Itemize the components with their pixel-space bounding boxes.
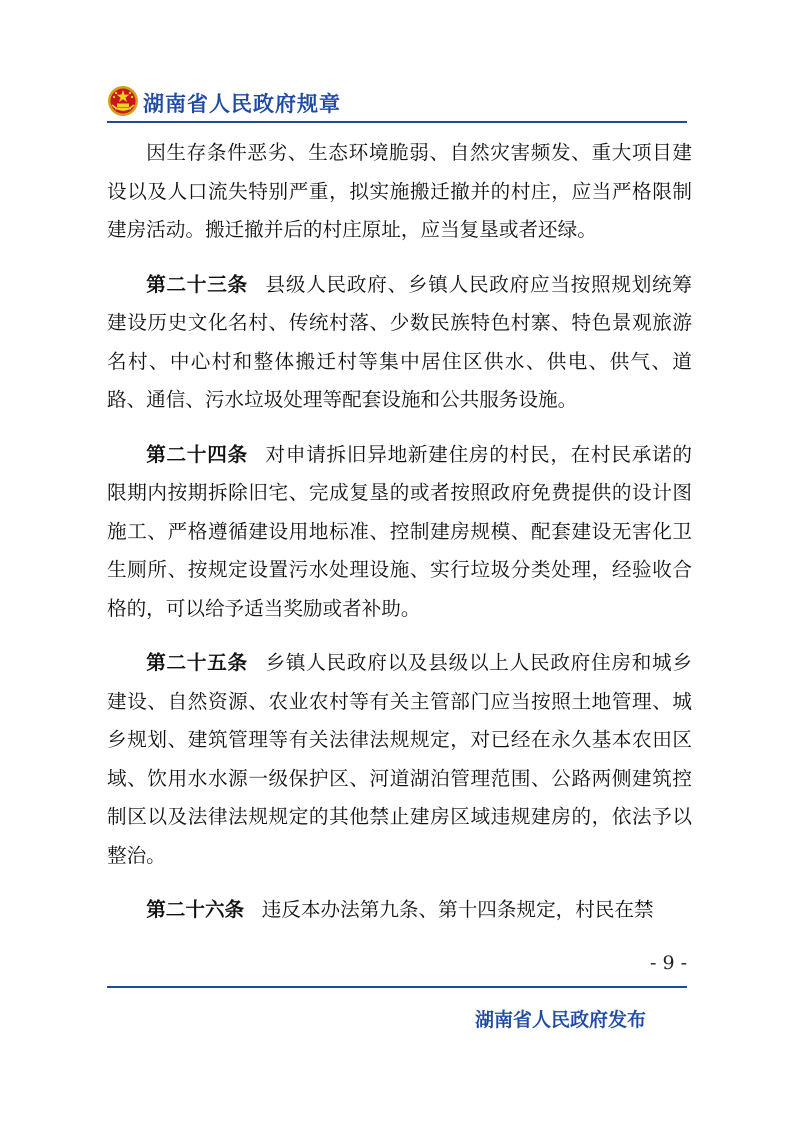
paragraph (107, 134, 692, 250)
article-number: 第二十六条 (146, 898, 245, 921)
page-header (107, 84, 687, 124)
footer-publisher: 湖南省人民政府发布 (475, 1009, 647, 1031)
paragraph (107, 266, 692, 420)
paragraph (107, 436, 692, 629)
article-number: 第二十四条 (146, 442, 248, 466)
paragraph-text: 因生存条件恶劣、生态环境脆弱、自然灾害频发、重大项目建设以及人口流失特别严重，拟实施搬迁撤并的村庄，应当严格限制建房活动。搬迁撤并后的村庄原址，应当复垦或者还绿。 (107, 141, 692, 241)
paragraph (107, 891, 692, 930)
document-body (107, 134, 692, 946)
paragraph-text: 县级人民政府、乡镇人民政府应当按照规划统筹建设历史文化名村、传统村落、少数民族特色村寨、特色景观旅游名村、中心村和整体搬迁村等集中居住区供水、供电、供气、道路、通信、污水垃圾处理等配套设施和公共服务设施。 (107, 272, 692, 411)
article-number: 第二十五条 (146, 651, 248, 674)
header-divider (107, 121, 687, 123)
national-emblem-icon (107, 85, 139, 117)
paragraph-text: 对申请拆旧异地新建住房的村民，在村民承诺的限期内按期拆除旧宅、完成复垦的或者按照政府免费提供的设计图施工、严格遵循建设用地标准、控制建房规模、配套建设无害化卫生厕所、按规定设置污水处理设施、实行垃圾分类处理，经验收合格的，可以给予适当奖励或者补助。 (107, 442, 692, 620)
paragraph-text: 违反本办法第九条、第十四条规定，村民在禁 (261, 898, 654, 921)
page-number: - 9 - (649, 952, 687, 974)
article-number: 第二十三条 (146, 272, 248, 296)
paragraph-text: 乡镇人民政府以及县级以上人民政府住房和城乡建设、自然资源、农业农村等有关主管部门应当按照土地管理、城乡规划、建筑管理等有关法律法规规定，对已经在永久基本农田区域、饮用水水源一级保护区、河道湖泊管理范围、公路两侧建筑控制区以及法律法规规定的其他禁止建房区域违规建房的，依法予以整治。 (107, 651, 692, 867)
header-title: 湖南省人民政府规章 (143, 92, 341, 116)
footer-divider (107, 986, 687, 988)
paragraph (107, 644, 692, 875)
